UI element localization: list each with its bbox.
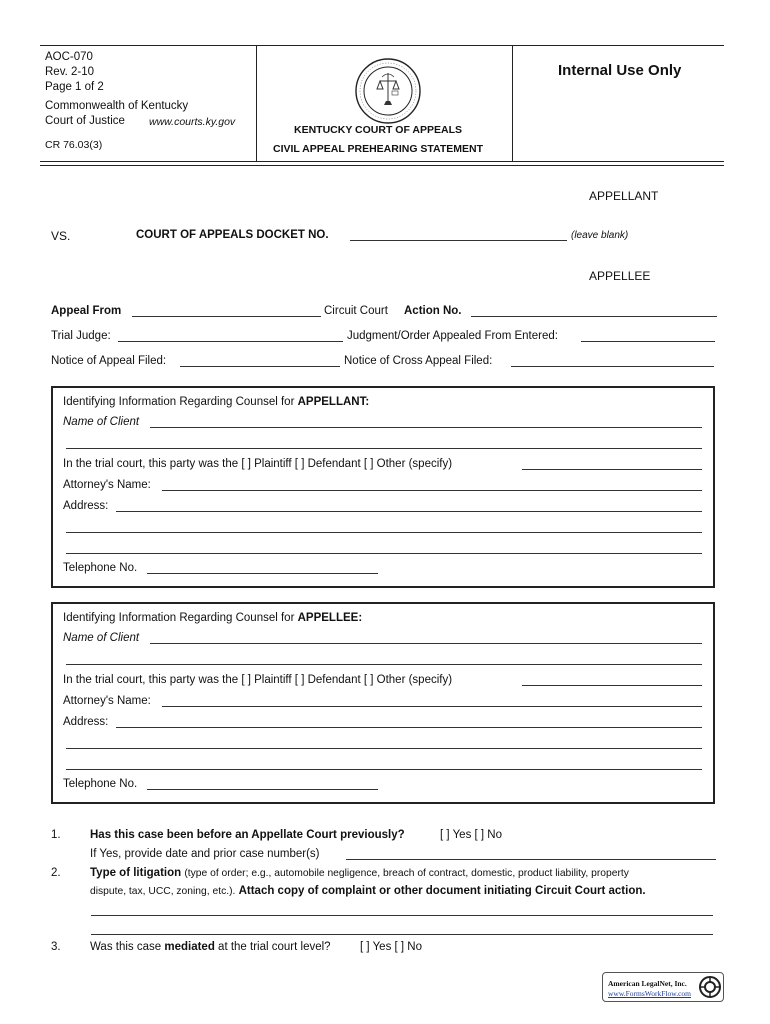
vendor-name: American LegalNet, Inc. [608, 979, 687, 988]
question-2-detail: (type of order; e.g., automobile negligence, breach of contract, domestic, product liability, property [184, 868, 629, 879]
question-2-number: 2. [51, 867, 61, 879]
question-2-instruction: Attach copy of complaint or other document initiating Circuit Court action. [238, 885, 646, 897]
appellee-attorney-field[interactable] [162, 706, 702, 707]
leave-blank-note: (leave blank) [571, 230, 629, 241]
court-of-justice-label: Court of Justice [45, 115, 125, 127]
court-website: www.courts.ky.gov [149, 116, 236, 128]
appellee-other-specify-field[interactable] [522, 685, 702, 686]
question-2-detail2: dispute, tax, UCC, zoning, etc.). [90, 886, 236, 897]
question-2-lead: Type of litigation [90, 867, 182, 879]
appellant-attorney-field[interactable] [162, 490, 702, 491]
appeal-from-field[interactable] [132, 316, 321, 317]
appellant-telephone-label: Telephone No. [63, 562, 138, 574]
question-3-bold: mediated [164, 941, 215, 953]
kentucky-seal-icon [354, 57, 422, 125]
appellee-telephone-label: Telephone No. [63, 778, 138, 790]
form-revision: Rev. 2-10 [45, 66, 95, 78]
appellant-other-specify-field[interactable] [522, 469, 702, 470]
question-1-followup: If Yes, provide date and prior case number(s) [90, 848, 320, 860]
litigation-type-field-line2[interactable] [91, 934, 713, 935]
appellee-address-field-line2[interactable] [66, 748, 702, 749]
appellant-client-label: Name of Client [63, 416, 140, 428]
question-3-number: 3. [51, 941, 61, 953]
internal-use-label: Internal Use Only [558, 62, 682, 79]
docket-number-field[interactable] [350, 240, 567, 241]
appellant-address-label: Address: [63, 500, 109, 512]
header-divider-left [256, 45, 257, 161]
appellee-address-label: Address: [63, 716, 109, 728]
commonwealth-label: Commonwealth of Kentucky [45, 100, 189, 112]
vs-label: VS. [51, 229, 71, 243]
notice-cross-appeal-label: Notice of Cross Appeal Filed: [344, 355, 493, 367]
appellant-address-field-line3[interactable] [66, 553, 702, 554]
appellant-counsel-heading [63, 396, 369, 408]
notice-cross-appeal-field[interactable] [511, 366, 714, 367]
docket-label: COURT OF APPEALS DOCKET NO. [136, 229, 329, 241]
appeal-from-label: Appeal From [51, 305, 122, 317]
appellant-label: APPELLANT [589, 189, 659, 203]
question-3-text [90, 941, 331, 953]
appellant-trial-party-label[interactable]: In the trial court, this party was the [ ] Plaintiff [ ] Defendant [ ] Other (specify) [63, 458, 453, 470]
prior-case-number-field[interactable] [346, 859, 716, 860]
appellee-counsel-heading [63, 612, 362, 624]
form-id: AOC-070 [45, 51, 93, 63]
appellant-client-field[interactable] [150, 427, 702, 428]
appellee-address-field-line3[interactable] [66, 769, 702, 770]
question-2-line1 [90, 867, 629, 879]
question-3-prefix: Was this case [90, 941, 165, 953]
page-number: Page 1 of 2 [45, 81, 104, 93]
circuit-court-label: Circuit Court [324, 305, 388, 317]
court-name: KENTUCKY COURT OF APPEALS [294, 124, 463, 136]
vendor-link[interactable]: www.FormsWorkFlow.com [608, 989, 692, 998]
notice-appeal-field[interactable] [180, 366, 340, 367]
litigation-type-field[interactable] [91, 915, 713, 916]
notice-appeal-label: Notice of Appeal Filed: [51, 355, 167, 367]
appellee-telephone-field[interactable] [147, 789, 378, 790]
judgment-entered-label: Judgment/Order Appealed From Entered: [347, 330, 558, 342]
question-2-line2 [90, 885, 646, 897]
question-3-suffix: at the trial court level? [214, 941, 331, 953]
appellee-heading-party: APPELLEE: [297, 612, 363, 624]
judgment-entered-field[interactable] [581, 341, 715, 342]
header-top-rule [40, 45, 724, 46]
appellee-trial-party-label[interactable]: In the trial court, this party was the [ ] Plaintiff [ ] Defendant [ ] Other (specify) [63, 674, 453, 686]
appellee-address-field[interactable] [116, 727, 702, 728]
appellant-address-field-line2[interactable] [66, 532, 702, 533]
appellee-attorney-label: Attorney's Name: [63, 695, 151, 707]
trial-judge-field[interactable] [118, 341, 343, 342]
appellant-telephone-field[interactable] [147, 573, 378, 574]
appellee-heading-prefix: Identifying Information Regarding Counsel for [63, 612, 298, 624]
action-no-field[interactable] [471, 316, 717, 317]
appellant-address-field[interactable] [116, 511, 702, 512]
appellee-client-label: Name of Client [63, 632, 140, 644]
question-1-number: 1. [51, 829, 61, 841]
appellee-client-field[interactable] [150, 643, 702, 644]
question-1-text: Has this case been before an Appellate Court previously? [90, 829, 405, 841]
header-bottom-rule-2 [40, 165, 724, 166]
action-no-label: Action No. [404, 305, 462, 317]
appellee-label: APPELLEE [589, 269, 651, 283]
appellant-heading-party: APPELLANT: [297, 396, 370, 408]
appellant-client-field-line2[interactable] [66, 448, 702, 449]
question-3-options[interactable]: [ ] Yes [ ] No [360, 941, 423, 953]
appellee-client-field-line2[interactable] [66, 664, 702, 665]
question-1-options[interactable]: [ ] Yes [ ] No [440, 829, 503, 841]
form-title: CIVIL APPEAL PREHEARING STATEMENT [273, 143, 484, 155]
appellant-heading-prefix: Identifying Information Regarding Counsel for [63, 396, 298, 408]
header-divider-right [512, 45, 513, 161]
rule-citation: CR 76.03(3) [45, 139, 103, 151]
appellant-attorney-label: Attorney's Name: [63, 479, 151, 491]
trial-judge-label: Trial Judge: [51, 330, 111, 342]
header-bottom-rule-1 [40, 161, 724, 162]
vendor-logo-icon [698, 975, 722, 999]
